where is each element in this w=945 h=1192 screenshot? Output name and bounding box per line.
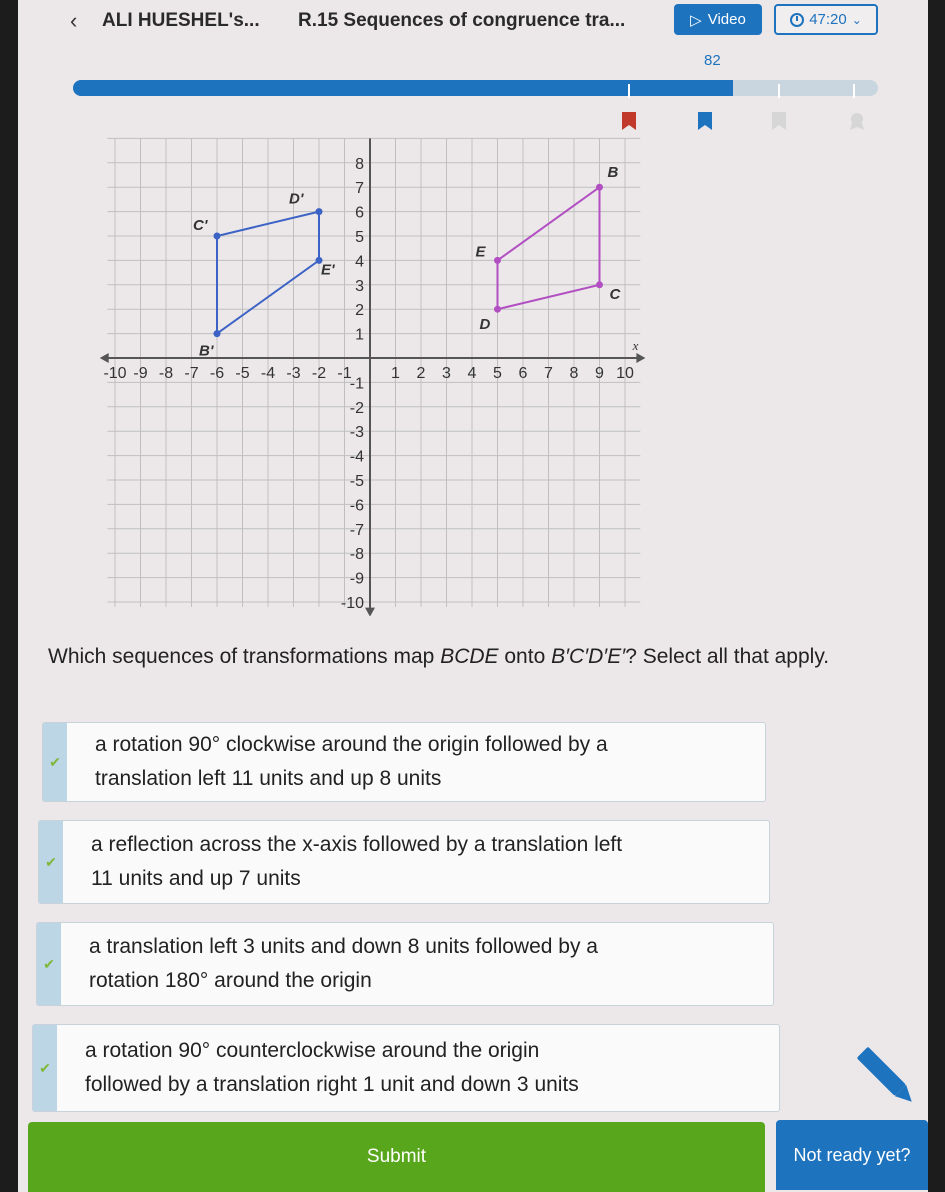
- vertex-label: B: [607, 164, 619, 182]
- image-shape-name: B′C′D′E′: [551, 645, 626, 668]
- y-tick-label: 2: [355, 302, 364, 320]
- progress-tick: [778, 84, 780, 98]
- check-icon: ✔: [45, 853, 57, 870]
- ribbon-icon: [622, 112, 636, 130]
- choice-line: followed by a translation right 1 unit and down 3 units: [85, 1073, 579, 1096]
- y-tick-label: -5: [349, 473, 364, 490]
- choice-text: [61, 930, 598, 998]
- x-tick-label: 6: [518, 365, 528, 382]
- y-tick-label: 3: [355, 277, 364, 295]
- y-tick-label: -2: [349, 399, 364, 417]
- x-tick-label: 4: [467, 365, 477, 382]
- question-part: ? Select all that apply.: [625, 645, 830, 668]
- x-tick-label: 9: [595, 365, 604, 382]
- question-part: onto: [498, 645, 552, 668]
- y-tick-label: -10: [340, 595, 364, 612]
- y-tick-label: -6: [349, 497, 364, 515]
- progress-fill: [73, 80, 733, 96]
- vertex-label: C': [193, 217, 208, 234]
- check-icon: ✔: [39, 1059, 51, 1076]
- choice-tab: [43, 723, 67, 801]
- x-tick-label: -8: [158, 365, 174, 382]
- x-tick-label: 5: [493, 365, 502, 382]
- progress-tick: [853, 84, 855, 98]
- x-tick-label: 2: [416, 365, 426, 382]
- skill-title: R.15 Sequences of congruence tra...: [298, 10, 626, 31]
- vertex-point: [596, 184, 603, 191]
- timer-value: 47:20: [809, 11, 847, 28]
- x-tick-label: -10: [103, 365, 127, 382]
- y-axis-arrow: [365, 608, 375, 616]
- coordinate-plane: [88, 136, 648, 616]
- vertex-label: D: [479, 316, 491, 334]
- vertex-label: D': [289, 190, 304, 208]
- vertex-point: [494, 257, 501, 264]
- x-tick-label: -2: [311, 365, 327, 382]
- progress-bar: [73, 80, 878, 96]
- answer-choice[interactable]: [32, 1024, 780, 1112]
- x-tick-label: -7: [184, 365, 199, 382]
- vertex-point: [214, 330, 221, 337]
- x-axis-arrow: [636, 353, 645, 363]
- vertex-label: E': [321, 261, 335, 279]
- x-tick-label: -9: [133, 365, 148, 382]
- x-tick-label: 10: [616, 365, 634, 382]
- choice-line: a reflection across the x-axis followed by a translation left: [91, 833, 623, 856]
- choice-line: a translation left 3 units and down 8 units followed by a: [89, 935, 598, 958]
- x-tick-label: 3: [442, 365, 451, 382]
- y-tick-label: 1: [355, 326, 364, 344]
- choice-text: [67, 728, 608, 796]
- clock-icon: [790, 13, 804, 27]
- choice-tab: [33, 1025, 57, 1111]
- x-tick-label: -6: [209, 365, 225, 382]
- question-part: Which sequences of transformations map: [48, 645, 441, 668]
- choice-line: a rotation 90° clockwise around the origin followed by a: [95, 733, 608, 756]
- check-icon: ✔: [43, 955, 55, 972]
- play-icon: ▷: [690, 11, 702, 29]
- x-tick-label: -3: [286, 365, 301, 382]
- x-tick-label: -5: [235, 365, 250, 382]
- y-tick-label: -7: [349, 521, 364, 539]
- y-tick-label: -3: [349, 424, 364, 442]
- x-tick-label: -4: [260, 365, 276, 382]
- x-tick-label: 7: [544, 365, 553, 382]
- vertex-label: B': [199, 342, 214, 360]
- video-button[interactable]: [674, 4, 762, 35]
- chevron-down-icon: ⌄: [851, 12, 862, 27]
- vertex-label: C: [609, 285, 621, 303]
- x-tick-label: 1: [391, 365, 400, 382]
- choice-tab: [39, 821, 63, 903]
- y-tick-label: 7: [355, 180, 364, 198]
- y-tick-label: 8: [355, 155, 364, 173]
- answer-choice[interactable]: [36, 922, 774, 1006]
- choice-tab: [37, 923, 61, 1005]
- vertex-label: E: [475, 243, 486, 261]
- pencil-icon[interactable]: [854, 1044, 919, 1109]
- x-axis-arrow: [100, 353, 109, 363]
- chevron-left-icon[interactable]: ‹: [70, 8, 78, 33]
- vertex-point: [316, 208, 323, 215]
- y-tick-label: 4: [355, 253, 364, 271]
- choice-line: translation left 11 units and up 8 units: [95, 767, 442, 790]
- timer[interactable]: [774, 4, 878, 35]
- y-tick-label: -1: [349, 375, 364, 393]
- top-bar: [18, 0, 928, 44]
- answer-choice[interactable]: [38, 820, 770, 904]
- ribbon-icon: [698, 112, 712, 130]
- vertex-point: [596, 281, 603, 288]
- progress-tick: [628, 84, 630, 98]
- y-tick-label: 5: [355, 229, 364, 246]
- shape-name: BCDE: [440, 645, 499, 668]
- x-tick-label: 8: [569, 365, 579, 382]
- smart-score: 82: [704, 52, 721, 69]
- y-tick-label: -8: [349, 546, 364, 564]
- y-tick-label: -4: [349, 448, 364, 466]
- choice-line: a rotation 90° counterclockwise around the origin: [85, 1039, 540, 1062]
- y-tick-label: 6: [355, 204, 364, 222]
- answer-choice[interactable]: [42, 722, 766, 802]
- ribbon-icon: [772, 112, 786, 130]
- choice-line: rotation 180° around the origin: [89, 969, 372, 992]
- y-tick-label: -9: [349, 570, 364, 588]
- question-text: [48, 640, 908, 674]
- x-axis-label: x: [632, 338, 639, 353]
- breadcrumb[interactable]: ALI HUESHEL's...: [102, 10, 260, 31]
- vertex-point: [494, 306, 501, 313]
- medal-icon: [848, 112, 866, 130]
- not-ready-button[interactable]: Not ready yet?: [776, 1120, 928, 1190]
- check-icon: ✔: [49, 753, 61, 770]
- x-tick-label: -1: [337, 365, 352, 382]
- practice-screen: [18, 0, 928, 1192]
- choice-text: [63, 828, 622, 896]
- vertex-point: [214, 233, 221, 240]
- submit-button[interactable]: Submit: [28, 1122, 765, 1192]
- choice-text: [57, 1034, 579, 1102]
- choice-line: 11 units and up 7 units: [91, 867, 301, 890]
- video-label: Video: [707, 11, 746, 28]
